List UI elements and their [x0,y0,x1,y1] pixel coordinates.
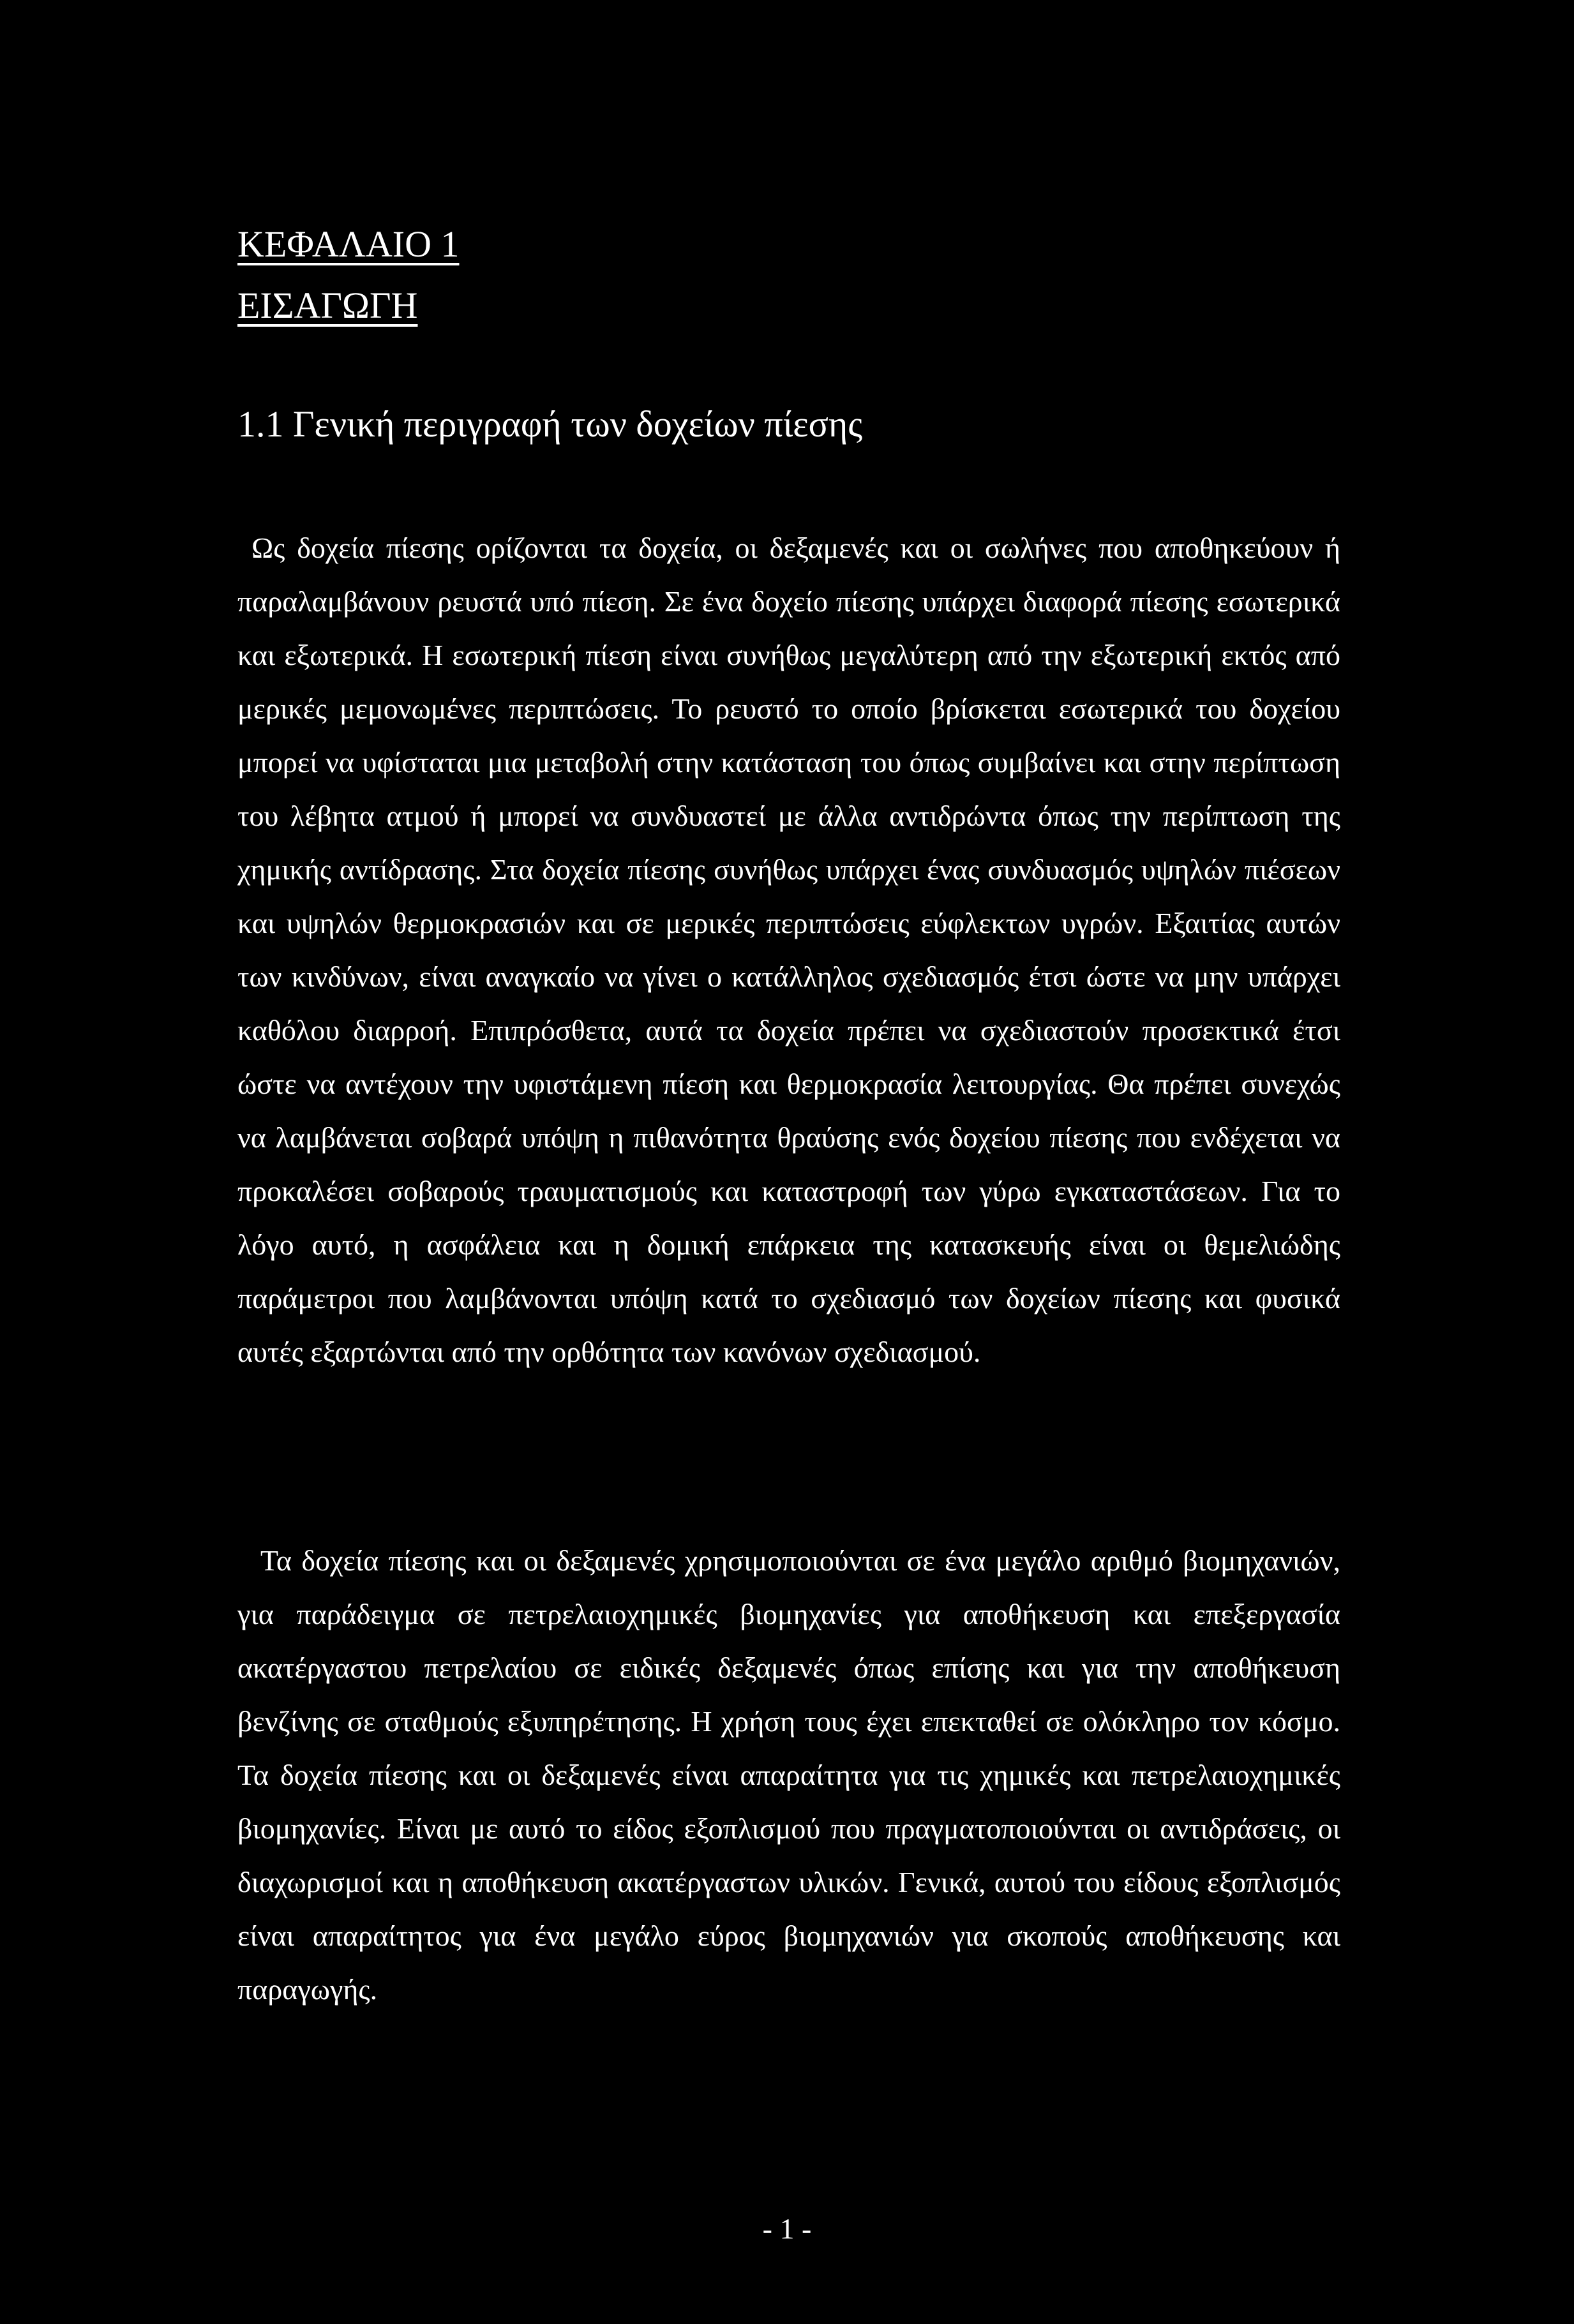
paragraph-2-text: Τα δοχεία πίεσης και οι δεξαμενές χρησιμοποιούνται σε ένα μεγάλο αριθμό βιομηχανιών, για παράδειγμα σε πετρελαιοχημικές βιομηχανίες για αποθήκευση και επεξεργασία ακατέργαστου πετρελαίου σε ειδικές δεξαμενές όπως επίσης και για την αποθήκευση βενζίνης σε σταθμούς εξυπηρέτησης. Η χρήση τους έχει επεκταθεί σε ολόκληρο τον κόσμο. Τα δοχεία πίεσης και οι δεξαμενές είναι απαραίτητα για τις χημικές και πετρελαιοχημικές βιομηχανίες. Είναι με αυτό το είδος εξοπλισμού που πραγματοποιούνται οι αντιδράσεις, οι διαχωρισμοί και η αποθήκευση ακατέργαστων υλικών. Γενικά, αυτού του είδους εξοπλισμός είναι απαραίτητος για ένα μεγάλο εύρος βιομηχανιών για σκοπούς αποθήκευσης και παραγωγής. [237,1544,1340,2006]
paragraph-2 [237,1534,1340,2016]
paragraph-1 [237,521,1340,1379]
paragraph-1-text: Ως δοχεία πίεσης ορίζονται τα δοχεία, οι δεξαμενές και οι σωλήνες που αποθηκεύουν ή παραλαμβάνουν ρευστά υπό πίεση. Σε ένα δοχείο πίεσης υπάρχει διαφορά πίεσης εσωτερικά και εξωτερικά. Η εσωτερική πίεση είναι συνήθως μεγαλύτερη από την εξωτερική εκτός από μερικές μεμονωμένες περιπτώσεις. Το ρευστό το οποίο βρίσκεται εσωτερικά του δοχείου μπορεί να υφίσταται μια μεταβολή στην κατάσταση του όπως συμβαίνει και στην περίπτωση του λέβητα ατμού ή μπορεί να συνδυαστεί με άλλα αντιδρώντα όπως την περίπτωση της χημικής αντίδρασης. Στα δοχεία πίεσης συνήθως υπάρχει ένας συνδυασμός υψηλών πιέσεων και υψηλών θερμοκρασιών και σε μερικές περιπτώσεις εύφλεκτων υγρών. Εξαιτίας αυτών των κινδύνων, είναι αναγκαίο να γίνει ο κατάλληλος σχεδιασμός έτσι ώστε να μην υπάρχει καθόλου διαρροή. Επιπρόσθετα, αυτά τα δοχεία πρέπει να σχεδιαστούν προσεκτικά έτσι ώστε να αντέχουν την υφιστάμενη πίεση και θερμοκρασία λειτουργίας. Θα πρέπει συνεχώς να λαμβάνεται σοβαρά υπόψη η πιθανότητα θραύσης ενός δοχείου πίεσης που ενδέχεται να προκαλέσει σοβαρούς τραυματισμούς και καταστροφή των γύρω εγκαταστάσεων. Για το λόγο αυτό, η ασφάλεια και η δομική επάρκεια της κατασκευής είναι οι θεμελιώδης παράμετροι που λαμβάνονται υπόψη κατά το σχεδιασμό των δοχείων πίεσης και φυσικά αυτές εξαρτώνται από την ορθότητα των κανόνων σχεδιασμού. [237,532,1340,1368]
page-number: - 1 - [762,2212,812,2245]
section-title: 1.1 Γενική περιγραφή των δοχείων πίεσης [237,403,863,445]
chapter-title-heading: ΕΙΣΑΓΩΓΗ [237,285,418,326]
chapter-number-heading: ΚΕΦΑΛΑΙΟ 1 [237,223,460,265]
